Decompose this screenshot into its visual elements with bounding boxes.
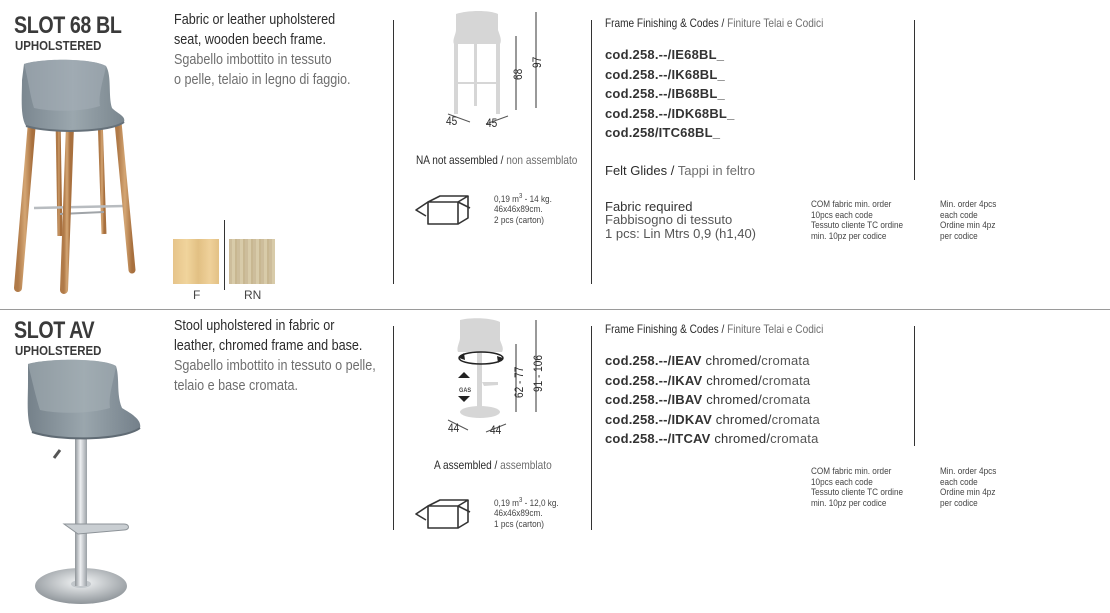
dimension-depth: 44 [490, 423, 502, 437]
dimension-depth: 45 [486, 116, 498, 130]
packaging-volume-weight: 0,19 $m^3 - 14$ kg. [494, 193, 552, 206]
code-item: cod.258.--/ITCAV chromed/cromata [605, 431, 819, 447]
code-item: cod.258.--/IDKAV chromed/cromata [605, 411, 820, 427]
code-item: cod.258.--/IB68BL_ [605, 86, 725, 102]
packaging-pieces: 1 pcs (carton) [494, 519, 544, 530]
packaging-pieces: 2 pcs (carton) [494, 215, 544, 226]
min-order-note: Min. order 4pcs each code Ordine min 4pz per codice [940, 199, 997, 242]
com-fabric-note: COM fabric min. order 10pcs each code Tessuto cliente TC ordine min. 10pz per codice [811, 199, 904, 242]
product-type: UPHOLSTERED [15, 343, 102, 358]
code-item: cod.258.--/IE68BL_ [605, 47, 725, 62]
carton-box-icon [414, 192, 474, 228]
column-divider [393, 20, 394, 284]
product-title: SLOT 68 BL [14, 12, 122, 39]
dimension-total-height: 97 [530, 56, 544, 68]
felt-glides: Felt Glides / Tappi in feltro [605, 163, 756, 178]
packaging-box-size: 46x46x89cm. [494, 508, 543, 519]
assembly-en: A assembled / [434, 458, 498, 472]
description-en-line-1: Stool upholstered in fabric or [174, 317, 335, 334]
product-type: UPHOLSTERED [15, 38, 102, 53]
code-list [605, 351, 820, 449]
frame-finishing-header: Frame Finishing & Codes / Finiture Telai e Codici [605, 322, 824, 336]
dimension-width: 44 [448, 421, 460, 435]
code-item: cod.258.--/IK68BL_ [605, 66, 725, 82]
description-it-line-1: Sgabello imbottito in tessuto [174, 51, 332, 68]
min-order-note: Min. order 4pcs each code Ordine min 4pz per codice [940, 466, 997, 509]
finish-swatch-f [173, 239, 219, 284]
code-list [605, 45, 735, 143]
dimension-seat-height: 62 - 77 [512, 366, 526, 398]
fabric-amount: 1 pcs: Lin Mtrs 0,9 (h1,40) [605, 226, 757, 241]
code-item: cod.258/ITC68BL_ [605, 125, 721, 141]
description-it-line-2: o pelle, telaio in legno di faggio. [174, 71, 351, 88]
column-divider [591, 326, 592, 530]
stool-photo [12, 56, 152, 296]
fabric-required-it: Fabbisogno di tessuto [605, 212, 733, 227]
gas-label: GAS [459, 387, 472, 394]
finish-label-rn: RN [244, 288, 262, 302]
description-it-line-1: Sgabello imbottito in tessuto o pelle, [174, 357, 376, 374]
packaging-volume-weight: 0,19 $m^3 - 12,0$ kg. [494, 497, 559, 510]
assembly-it: assemblato [500, 458, 552, 472]
column-divider [393, 326, 394, 530]
assembly-status [434, 458, 552, 472]
dimension-seat-height: 68 [511, 68, 525, 80]
dimension-width: 45 [446, 114, 458, 128]
finish-label-f: F [193, 288, 201, 302]
code-item: cod.258.--/IEAV chromed/cromata [605, 353, 810, 368]
column-divider [591, 20, 592, 284]
com-fabric-note: COM fabric min. order 10pcs each code Tessuto cliente TC ordine min. 10pz per codice [811, 466, 904, 509]
finish-swatch-rn [229, 239, 275, 284]
code-item: cod.258.--/IBAV chromed/cromata [605, 392, 811, 408]
stool-dimension-drawing [440, 10, 560, 134]
code-item: cod.258.--/IDK68BL_ [605, 105, 735, 121]
rotation-arrow-icon [455, 348, 507, 368]
finish-divider [224, 220, 225, 290]
stool-photo [24, 358, 154, 610]
column-divider [914, 20, 915, 180]
code-item: cod.258.--/IKAV chromed/cromata [605, 372, 811, 388]
assembly-status [416, 153, 577, 167]
description-en-line-2: seat, wooden beech frame. [174, 31, 327, 48]
description-it-line-2: telaio e base cromata. [174, 377, 298, 394]
assembly-it: non assemblato [506, 153, 578, 167]
dimension-total-height: 91 - 106 [531, 355, 545, 392]
product-title: SLOT AV [14, 317, 95, 344]
fabric-required-title: Fabric required [605, 199, 693, 214]
carton-box-icon [414, 496, 474, 532]
column-divider [914, 326, 915, 446]
description-en-line-1: Fabric or leather upholstered [174, 11, 336, 28]
description-en-line-2: leather, chromed frame and base. [174, 337, 363, 354]
packaging-box-size: 46x46x89cm. [494, 204, 543, 215]
assembly-en: NA not assembled / [416, 153, 504, 167]
row-separator [0, 309, 1110, 310]
frame-finishing-header: Frame Finishing & Codes / Finiture Telai e Codici [605, 16, 824, 30]
